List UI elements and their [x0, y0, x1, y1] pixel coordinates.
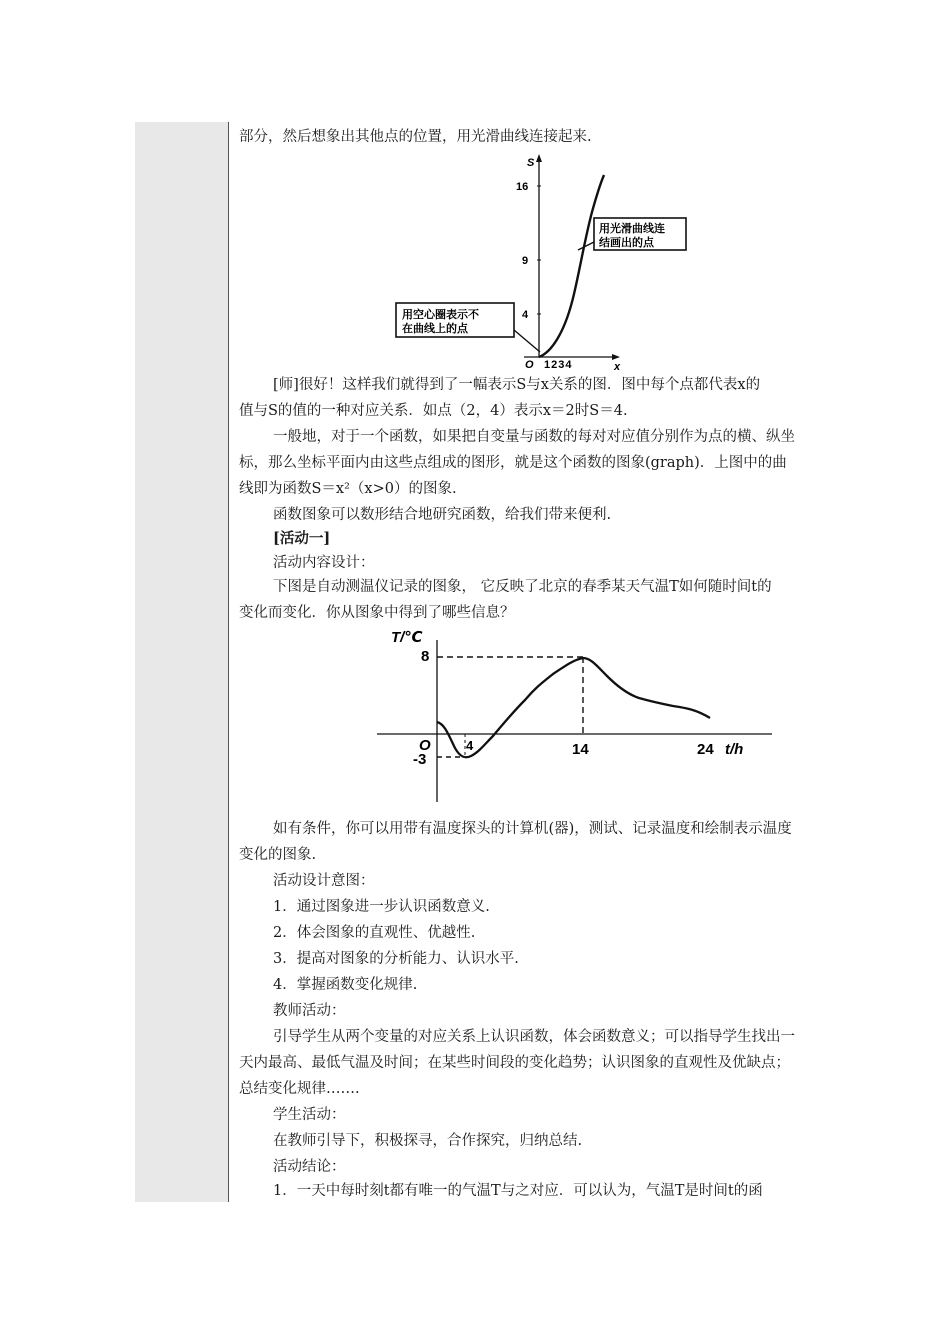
callout-top-line1: 用光滑曲线连 — [599, 223, 665, 235]
list-item: 3．提高对图象的分析能力、认识水平. — [273, 951, 519, 967]
y-tick-4: 4 — [522, 309, 529, 321]
parabola-figure — [394, 152, 665, 373]
paragraph-line: 教师活动： — [273, 1003, 346, 1019]
x-axis-label: x — [614, 361, 621, 373]
y-tick-9: 9 — [522, 255, 529, 267]
paragraph-line: 如有条件，你可以用带有温度探头的计算机(器)，测试、记录温度和绘制表示温度 — [273, 821, 792, 837]
parabola-curve — [539, 175, 604, 357]
paragraph-line: 线即为函数S＝x²（x>0）的图象. — [239, 481, 457, 497]
paragraph-line: 值与S的值的一种对应关系．如点（2，4）表示x＝2时S＝4. — [239, 403, 628, 419]
content-cell — [229, 122, 873, 1202]
y-axis-label: T/℃ — [391, 629, 423, 646]
paragraph-line: 活动结论： — [273, 1159, 346, 1175]
paragraph-line: 在教师引导下，积极探寻，合作探究，归纳总结. — [273, 1133, 583, 1149]
list-item: 4．掌握函数变化规律. — [273, 977, 418, 993]
paragraph-line: 总结变化规律……. — [239, 1081, 360, 1097]
document-table — [135, 122, 873, 1202]
list-item: 1．一天中每时刻t都有唯一的气温T与之对应．可以认为，气温T是时间t的函 — [273, 1183, 763, 1199]
label-4: 4 — [466, 738, 474, 753]
paragraph-line: 变化的图象. — [239, 847, 317, 863]
paragraph-line: [师]很好！这样我们就得到了一幅表示S与x关系的图．图中每个点都代表x的 — [273, 377, 761, 393]
paragraph-line: 标，那么坐标平面内由这些点组成的图形，就是这个函数的图象(graph)．上图中的曲 — [239, 455, 787, 471]
paragraph-line: 活动设计意图： — [273, 873, 375, 889]
section-heading: [活动一] — [273, 530, 331, 547]
paragraph-line: 部分，然后想象出其他点的位置，用光滑曲线连接起来. — [239, 129, 592, 145]
x-ticks: 1234 — [544, 359, 573, 371]
left-column-cell — [135, 122, 229, 1202]
callout-bottom-line2: 在曲线上的点 — [402, 323, 468, 335]
origin-label: O — [525, 359, 534, 371]
label-14: 14 — [572, 741, 589, 758]
list-item: 2．体会图象的直观性、优越性. — [273, 925, 476, 941]
paragraph-line: 学生活动： — [273, 1107, 346, 1123]
paragraph-line: 天内最高、最低气温及时间；在某些时间段的变化趋势；认识图象的直观性及优缺点； — [239, 1055, 790, 1071]
paragraph-line: 函数图象可以数形结合地研究函数，给我们带来便利. — [273, 507, 612, 523]
label-8: 8 — [421, 648, 430, 665]
paragraph-line: 一般地，对于一个函数，如果把自变量与函数的每对对应值分别作为点的横、纵坐 — [273, 429, 795, 445]
x-axis-label: t/h — [725, 741, 744, 758]
paragraph-line: 下图是自动测温仪记录的图象， 它反映了北京的春季某天气温T如何随时间t的 — [273, 579, 772, 595]
callout-top-line2: 结画出的点 — [599, 237, 654, 249]
paragraph-line: 引导学生从两个变量的对应关系上认识函数，体会函数意义；可以指导学生找出一 — [273, 1029, 795, 1045]
paragraph-line: 活动内容设计： — [273, 555, 375, 571]
label-minus3: -3 — [413, 751, 427, 768]
origin-label: O — [419, 737, 431, 754]
y-tick-16: 16 — [516, 181, 529, 193]
paragraph-line: 变化而变化．你从图象中得到了哪些信息？ — [239, 605, 515, 621]
label-24: 24 — [697, 741, 714, 758]
callout-bottom-line1: 用空心圈表示不 — [402, 309, 479, 321]
y-axis-label: S — [527, 157, 535, 169]
list-item: 1．通过图象进一步认识函数意义. — [273, 899, 490, 915]
temperature-figure — [377, 626, 797, 804]
